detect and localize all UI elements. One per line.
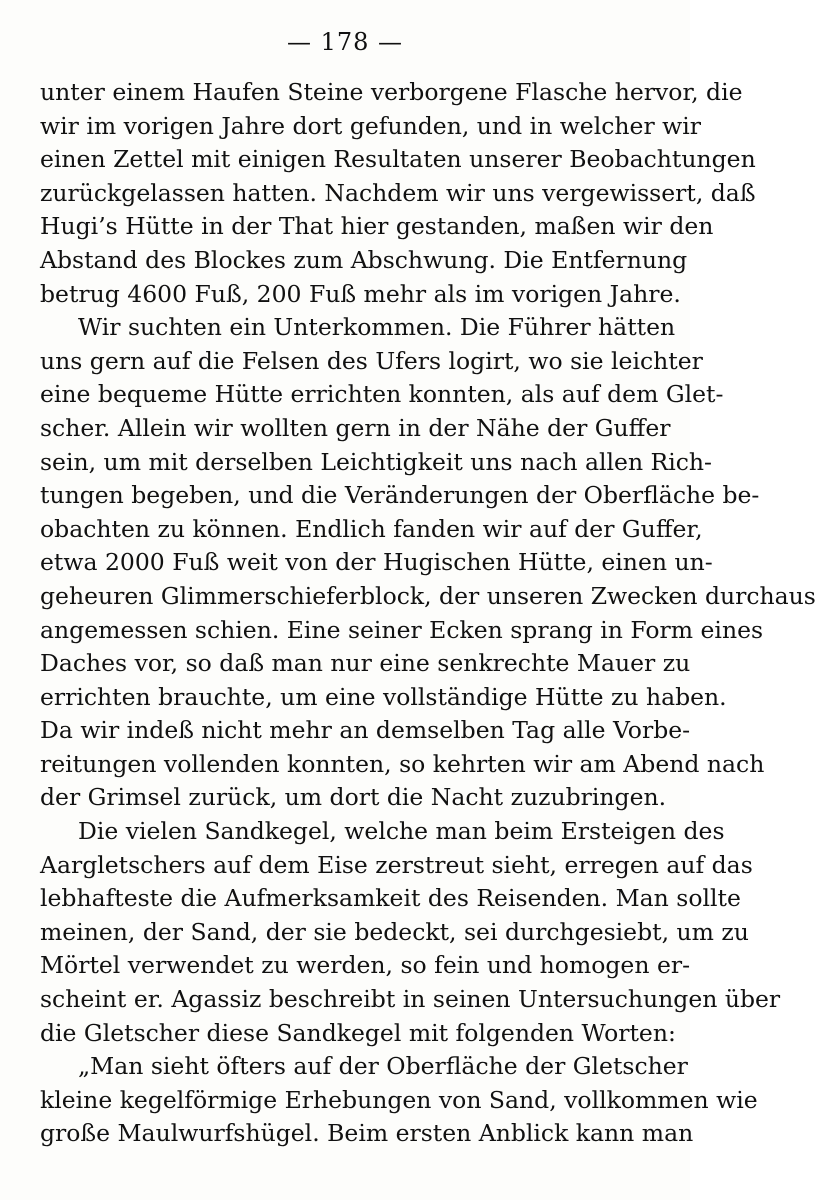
text-line: eine bequeme Hütte errichten konnten, als auf dem Glet-	[40, 380, 724, 409]
text-line: lebhafteste die Aufmerksamkeit des Reisenden. Man sollte	[40, 884, 741, 913]
text-line: Daches vor, so daß man nur eine senkrechte Mauer zu	[40, 649, 691, 678]
text-line: betrug 4600 Fuß, 200 Fuß mehr als im vorigen Jahre.	[40, 279, 681, 308]
text-line: die Gletscher diese Sandkegel mit folgenden Worten:	[40, 1018, 676, 1047]
text-line: uns gern auf die Felsen des Ufers logirt, wo sie leichter	[40, 346, 703, 375]
text-line: scher. Allein wir wollten gern in der Nähe der Guffer	[40, 413, 671, 442]
text-line: obachten zu können. Endlich fanden wir auf der Guffer,	[40, 514, 703, 543]
text-line: einen Zettel mit einigen Resultaten unserer Beobachtungen	[40, 145, 756, 174]
text-line: angemessen schien. Eine seiner Ecken sprang in Form eines	[40, 615, 764, 644]
text-line: Hugi’s Hütte in der That hier gestanden, maßen wir den	[40, 212, 714, 241]
text-line: geheuren Glimmerschieferblock, der unseren Zwecken durchaus	[40, 581, 816, 610]
text-line: zurückgelassen hatten. Nachdem wir uns vergewissert, daß	[40, 178, 756, 207]
text-line: scheint er. Agassiz beschreibt in seinen Untersuchungen über	[40, 985, 781, 1014]
text-line: kleine kegelförmige Erhebungen von Sand, vollkommen wie	[40, 1085, 758, 1114]
text-line: der Grimsel zurück, um dort die Nacht zuzubringen.	[40, 783, 667, 812]
body-text	[40, 76, 816, 1151]
text-line: tungen begeben, und die Veränderungen der Oberfläche be-	[40, 481, 760, 510]
text-line: Wir suchten ein Unterkommen. Die Führer hätten	[78, 313, 676, 342]
text-line: „Man sieht öfters auf der Oberfläche der Gletscher	[78, 1052, 688, 1081]
text-line: große Maulwurfshügel. Beim ersten Anblick kann man	[40, 1119, 694, 1148]
text-line: Aargletschers auf dem Eise zerstreut sieht, erregen auf das	[40, 850, 753, 879]
text-line: meinen, der Sand, der sie bedeckt, sei durchgesiebt, um zu	[40, 917, 749, 946]
text-line: wir im vorigen Jahre dort gefunden, und in welcher wir	[40, 111, 702, 140]
text-line: sein, um mit derselben Leichtigkeit uns nach allen Rich-	[40, 447, 712, 476]
text-line: Abstand des Blockes zum Abschwung. Die Entfernung	[40, 245, 688, 274]
text-line: Da wir indeß nicht mehr an demselben Tag alle Vorbe-	[40, 716, 691, 745]
text-line: reitungen vollenden konnten, so kehrten wir am Abend nach	[40, 749, 765, 778]
text-line: errichten brauchte, um eine vollständige Hütte zu haben.	[40, 682, 727, 711]
text-line: Mörtel verwendet zu werden, so fein und homogen er-	[40, 951, 691, 980]
text-line: etwa 2000 Fuß weit von der Hugischen Hütte, einen un-	[40, 548, 713, 577]
page-number: — 178 —	[286, 28, 404, 56]
text-line: unter einem Haufen Steine verborgene Flasche hervor, die	[40, 78, 743, 106]
text-line: Die vielen Sandkegel, welche man beim Ersteigen des	[78, 817, 725, 846]
